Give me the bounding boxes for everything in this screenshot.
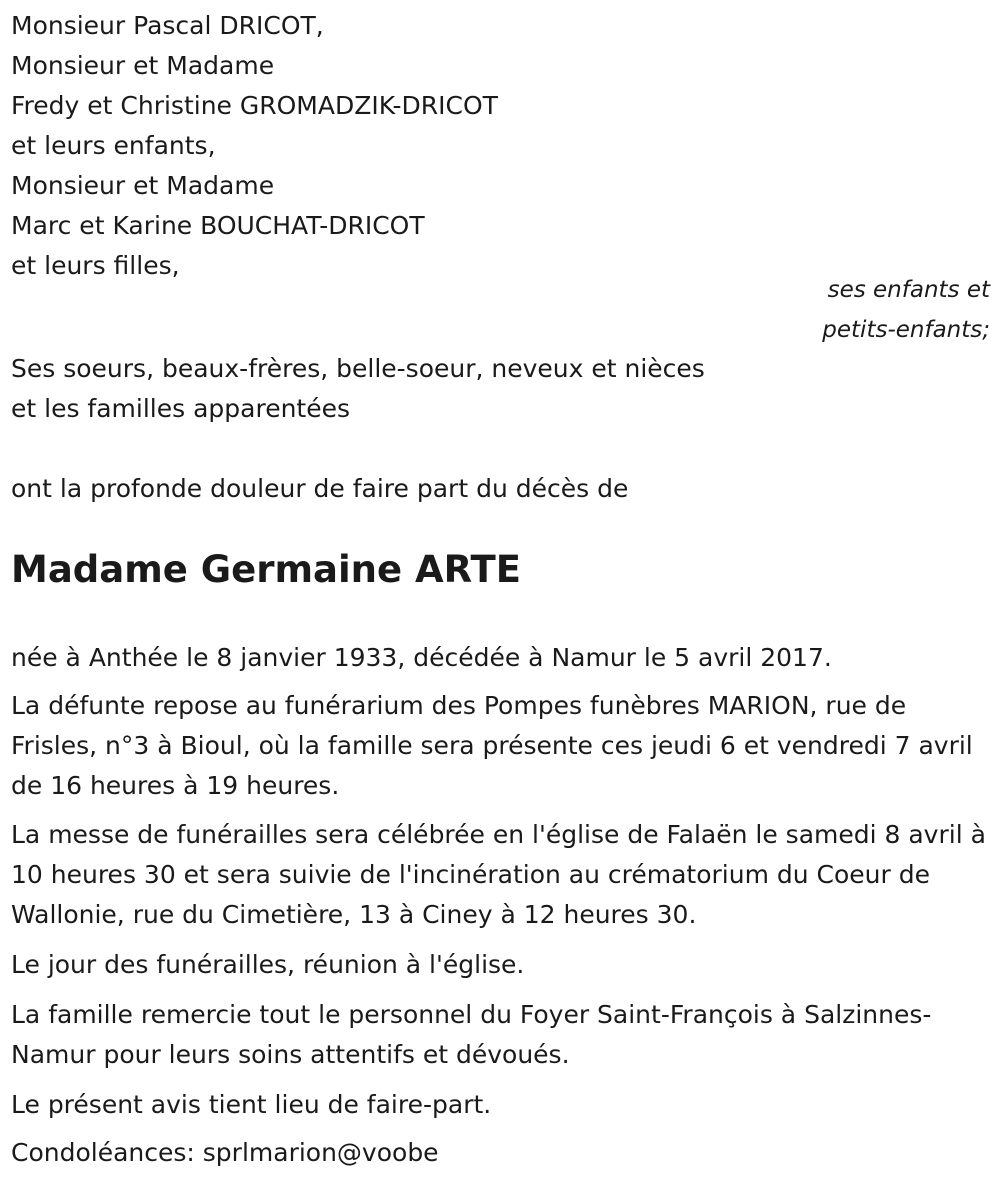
- family-line: et leurs enfants,: [11, 131, 216, 160]
- announcement-text: ont la profonde douleur de faire part du décès de: [11, 474, 629, 503]
- family-line: Monsieur Pascal DRICOT,: [11, 11, 324, 40]
- family-role-line: ses enfants et: [827, 277, 990, 303]
- family-line: et leurs filles,: [11, 251, 180, 280]
- meeting-info: Le jour des funérailles, réunion à l'église.: [11, 950, 525, 979]
- thanks-info: La famille remercie tout le personnel du Foyer Saint-François à Salzinnes-Namur pour leurs soins attentifs et dévoués.: [11, 1000, 932, 1069]
- funerarium-info: La défunte repose au funérarium des Pompes funèbres MARION, rue de Frisles, n°3 à Bioul, où la famille sera présente ces jeudi 6 et vendredi 7 avril de 16 heures à 19 heures.: [11, 691, 973, 800]
- relatives-line: Ses soeurs, beaux-frères, belle-soeur, neveux et nièces: [11, 354, 705, 383]
- family-line: Fredy et Christine GROMADZIK-DRICOT: [11, 91, 498, 120]
- family-line: Marc et Karine BOUCHAT-DRICOT: [11, 211, 425, 240]
- funeral-mass-info: La messe de funérailles sera célébrée en l'église de Falaën le samedi 8 avril à 10 heures 30 et sera suivie de l'incinération au crématorium du Coeur de Wallonie, rue du Cimetière, 13 à Ciney à 12 heures 30.: [11, 820, 986, 929]
- relatives-line: et les familles apparentées: [11, 394, 351, 423]
- family-line: Monsieur et Madame: [11, 171, 275, 200]
- deceased-name: Madame Germaine ARTE: [11, 548, 521, 591]
- family-role-line: petits-enfants;: [822, 317, 990, 343]
- birth-death-info: née à Anthée le 8 janvier 1933, décédée à Namur le 5 avril 2017.: [11, 643, 832, 672]
- family-line: Monsieur et Madame: [11, 51, 275, 80]
- notice-info: Le présent avis tient lieu de faire-part.: [11, 1090, 492, 1119]
- condolences-info: Condoléances: sprlmarion@voobe: [11, 1138, 439, 1167]
